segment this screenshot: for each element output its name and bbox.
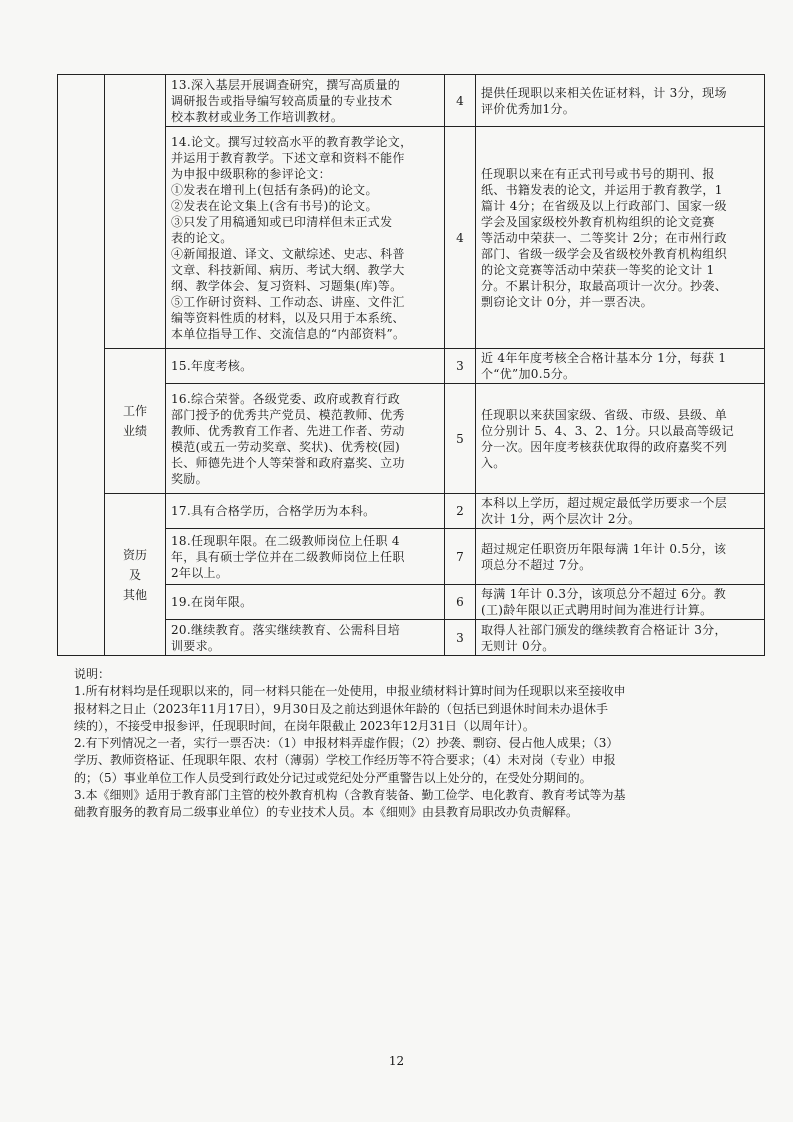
- score-cell: 4: [445, 75, 476, 127]
- text-line: 奖励。: [171, 471, 208, 486]
- text-line: 任现职以来在有正式刊号或书号的期刊、报: [481, 166, 715, 181]
- text-line: 20.继续教育。落实继续教育、公需科目培: [171, 622, 401, 637]
- text-line: 部门授予的优秀共产党员、模范教师、优秀: [171, 407, 405, 422]
- text-line: 3.本《细则》适用于教育部门主管的校外教育机构（含教育装备、勤工俭学、电化教育、教育考试等为基: [74, 788, 626, 803]
- category-work-performance: [105, 349, 166, 494]
- scoring-table: [57, 74, 765, 656]
- text-line: 19.在岗年限。: [171, 595, 253, 609]
- text-line: 长、师德先进个人等荣誉和政府嘉奖、立功: [171, 455, 405, 470]
- text-line: 训要求。: [171, 638, 221, 653]
- text-line: 入。: [481, 455, 506, 470]
- text-line: 近 4年年度考核全合格计基本分 1分，每获 1: [481, 351, 727, 365]
- text-line: 础教育服务的教育局二级事业单位）的专业技术人员。本《细则》由县教育局职改办负责解释。: [74, 805, 579, 820]
- text-line: 提供任现职以来相关佐证材料，计 3分，现场: [481, 85, 727, 100]
- text-line: 资历: [122, 547, 147, 562]
- page-number: 12: [388, 1054, 405, 1068]
- text-line: 其他: [122, 587, 147, 602]
- score-cell: 2: [445, 494, 476, 529]
- notes-lines: [74, 683, 744, 821]
- description-cell: [476, 585, 765, 620]
- text-line: 的；（5）事业单位工作人员受到行政处分记过或党纪处分严重警告以上处分的，在受处分期间的。: [74, 770, 592, 785]
- text-line: 1.所有材料均是任现职以来的，同一材料只能在一处使用，申报业绩材料计算时间为任现职以来至接收申: [74, 684, 626, 699]
- text-line: 个“优”加0.5分。: [481, 367, 576, 381]
- text-line: 调研报告或指导编写较高质量的专业技术: [171, 93, 393, 108]
- text-line: 并运用于教育教学。下述文章和资料不能作: [171, 150, 405, 165]
- text-line: 学历、教师资格证、任现职年限、农村（薄弱）学校工作经历等不符合要求；（4）未对岗（专业）申报: [74, 753, 616, 768]
- score-cell: 4: [445, 127, 476, 349]
- text-line: ④新闻报道、译文、文献综述、史志、科普: [171, 246, 405, 261]
- description-cell: [476, 75, 765, 127]
- text-line: ⑤工作研讨资料、工作动态、讲座、文件汇: [171, 294, 405, 309]
- category-qualification-other: [105, 494, 166, 656]
- outer-column: [58, 75, 105, 656]
- text-line: 报材料之日止（2023年11月17日），9月30日及之前达到退休年龄的（包括已到退休时间未办退休手: [74, 701, 608, 716]
- description-cell: [476, 127, 765, 349]
- text-line: 教师、优秀教育工作者、先进工作者、劳动: [171, 423, 405, 438]
- text-line: 位分别计 5、4、3、2、1分。只以最高等级记: [481, 423, 734, 438]
- text-line: 文章、科技新闻、病历、考试大纲、教学大: [171, 262, 405, 277]
- text-line: 及: [128, 567, 141, 582]
- text-line: 15.年度考核。: [171, 359, 253, 373]
- score-cell: 7: [445, 529, 476, 585]
- text-line: ②发表在论文集上(含有书号)的论文。: [171, 198, 378, 213]
- text-line: 取得人社部门颁发的继续教育合格证计 3分，: [481, 622, 727, 637]
- item-cell: [166, 585, 445, 620]
- description-cell: [476, 349, 765, 384]
- category-cell-empty: [105, 75, 166, 349]
- text-line: 无则计 0分。: [481, 638, 555, 653]
- text-line: 次计 1分，两个层次计 2分。: [481, 512, 641, 526]
- item-cell: [166, 384, 445, 494]
- text-line: 年，具有硕士学位并在二级教师岗位上任职: [171, 549, 405, 564]
- text-line: 2.有下列情况之一者，实行一票否决：（1）申报材料弄虚作假；（2）抄袭、剽窃、侵占他人成果；（3）: [74, 736, 619, 751]
- text-line: ③只发了用稿通知或已印清样但未正式发: [171, 214, 393, 229]
- item-cell: [166, 127, 445, 349]
- text-line: 本单位指导工作、交流信息的“内部资料”。: [171, 326, 406, 341]
- description-cell: [476, 620, 765, 656]
- text-line: 17.具有合格学历，合格学历为本科。: [171, 504, 376, 518]
- text-line: 超过规定任职资历年限每满 1年计 0.5分，该: [481, 541, 727, 556]
- text-line: 篇计 4分；在省级及以上行政部门、国家一级: [481, 198, 727, 213]
- text-line: ①发表在增刊上(包括有条码)的论文。: [171, 182, 378, 197]
- item-cell: [166, 529, 445, 585]
- description-cell: [476, 384, 765, 494]
- text-line: 分一次。因年度考核获优取得的政府嘉奖不列: [481, 439, 728, 454]
- text-line: 表的论文。: [171, 230, 233, 245]
- item-cell: [166, 75, 445, 127]
- text-line: (工)龄年限以正式聘用时间为准进行计算。: [481, 603, 713, 617]
- table-row: [58, 75, 765, 127]
- text-line: 16.综合荣誉。各级党委、政府或教育行政: [171, 391, 401, 406]
- score-cell: 5: [445, 384, 476, 494]
- table-row: [58, 349, 765, 384]
- text-line: 业绩: [122, 424, 147, 438]
- table-row: [58, 494, 765, 529]
- text-line: 纲、教学体会、复习资料、习题集(库)等。: [171, 278, 403, 293]
- text-line: 本科以上学历，超过规定最低学历要求一个层: [481, 496, 728, 510]
- text-line: 剽窃论文计 0分，并一票否决。: [481, 294, 653, 309]
- text-line: 评价优秀加1分。: [481, 101, 576, 116]
- description-cell: [476, 494, 765, 529]
- text-line: 每满 1年计 0.3分，该项总分不超过 6分。教: [481, 587, 726, 601]
- description-cell: [476, 529, 765, 585]
- text-line: 续的），不接受申报参评，任现职时间，在岗年限截止 2023年12月31日（以周年计）。: [74, 718, 535, 733]
- text-line: 18.任现职年限。在二级教师岗位上任职 4: [171, 533, 400, 548]
- text-line: 任现职以来获国家级、省级、市级、县级、单: [481, 407, 728, 422]
- item-cell: [166, 494, 445, 529]
- score-cell: 3: [445, 620, 476, 656]
- item-cell: [166, 349, 445, 384]
- text-line: 项总分不超过 7分。: [481, 557, 592, 572]
- text-line: 13.深入基层开展调查研究，撰写高质量的: [171, 77, 401, 92]
- text-line: 模范(或五一劳动奖章、奖状)、优秀校(园): [171, 439, 401, 454]
- text-line: 工作: [122, 404, 147, 418]
- notes-title: 说明：: [74, 667, 111, 681]
- text-line: 2年以上。: [171, 565, 229, 580]
- text-line: 学会及国家级校外教育机构组织的论文竞赛: [481, 214, 715, 229]
- text-line: 纸、书籍发表的论文，并运用于教育教学，1: [481, 182, 723, 197]
- text-line: 分。不累计积分，取最高项计一次分。抄袭、: [481, 278, 728, 293]
- text-line: 编等资料性质的材料，以及只用于本系统、: [171, 310, 405, 325]
- item-cell: [166, 620, 445, 656]
- text-line: 部门、省级一级学会及省级校外教育机构组织: [481, 246, 728, 261]
- text-line: 为申报中级职称的参评论文：: [171, 166, 331, 181]
- text-line: 校本教材或业务工作培训教材。: [171, 109, 344, 124]
- text-line: 14.论文。撰写过较高水平的教育教学论文，: [171, 134, 413, 149]
- score-cell: 3: [445, 349, 476, 384]
- text-line: 的论文竞赛等活动中荣获一等奖的论文计 1: [481, 262, 715, 277]
- score-cell: 6: [445, 585, 476, 620]
- text-line: 等活动中荣获一、二等奖计 2分；在市州行政: [481, 230, 727, 245]
- notes-section: [74, 666, 744, 822]
